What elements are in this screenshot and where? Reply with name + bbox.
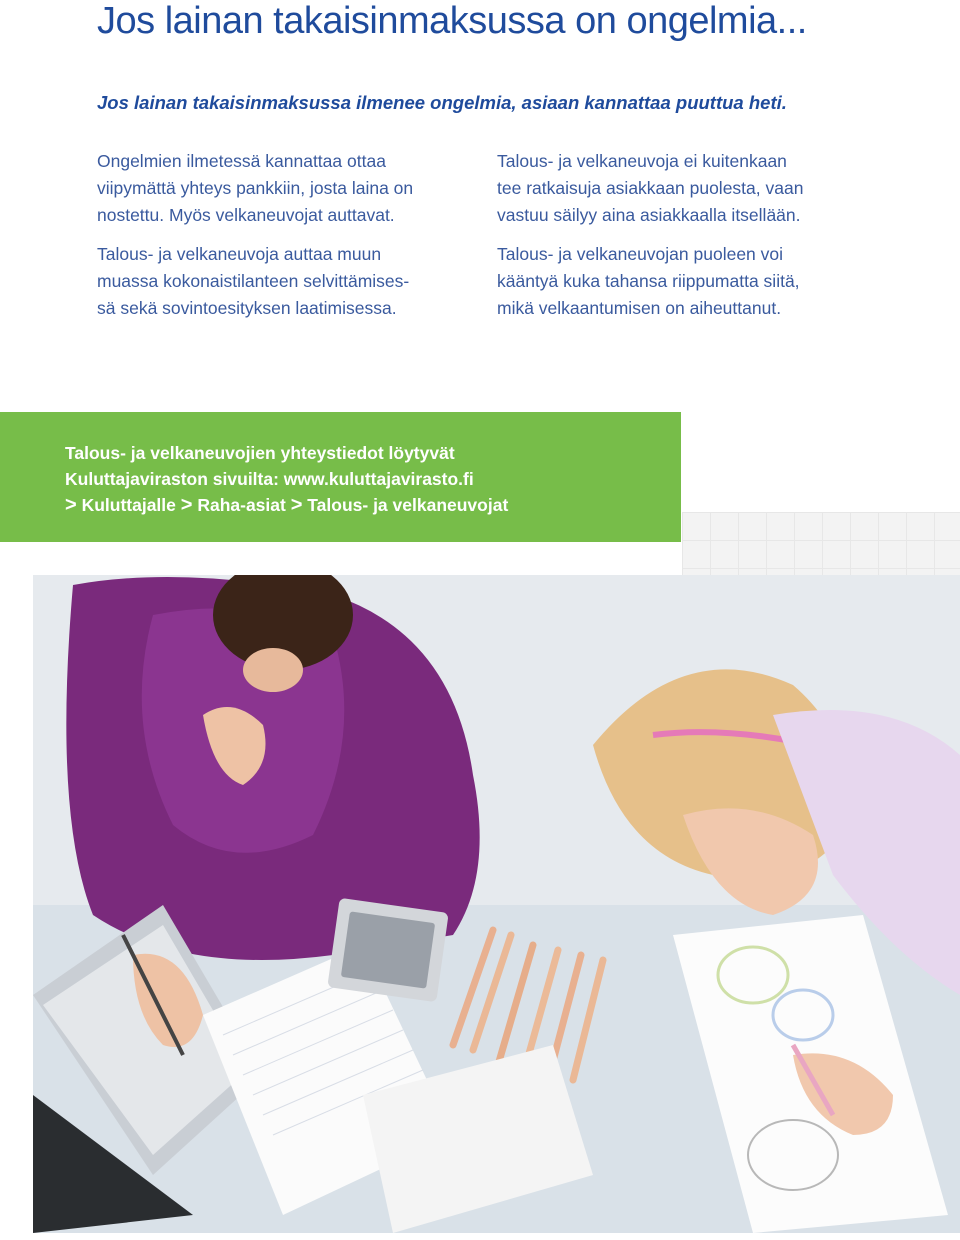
text-line: Talous- ja velkaneuvojan puoleen voi [497,244,784,264]
breadcrumb-arrow: > [180,494,193,516]
right-paragraph-2 [497,241,897,322]
breadcrumb-arrow: > [65,494,77,516]
text-line: kääntyä kuka tahansa riippumatta siitä, [497,271,800,291]
text-line: viipymättä yhteys pankkiin, josta laina on [97,178,414,198]
text-line: sä sekä sovintoesityksen laatimisessa. [97,298,397,318]
text-line: tee ratkaisuja asiakkaan puolesta, vaan [497,178,804,198]
text-line: nostettu. Myös velkaneuvojat auttavat. [97,205,395,225]
breadcrumb-arrow: > [290,494,303,516]
text-line: muassa kokonaistilanteen selvittämises- [97,271,410,291]
text-line: Talous- ja velkaneuvoja ei kuitenkaan [497,151,787,171]
text-line: mikä velkaantumisen on aiheuttanut. [497,298,782,318]
text-line: Talous- ja velkaneuvoja auttaa muun [97,244,382,264]
breadcrumb-item: Raha-asiat [197,495,286,515]
left-paragraph-2 [97,241,477,322]
contact-callout-box [0,412,681,542]
intro-lead: Jos lainan takaisinmaksussa ilmenee ongelmia, asiaan kannattaa puuttua heti. [97,92,787,113]
text-line: vastuu säilyy aina asiakkaalla itsellään. [497,205,801,225]
breadcrumb-item: Kuluttajalle [81,495,176,515]
page-title: Jos lainan takaisinmaksussa on ongelmia... [97,0,807,42]
breadcrumb-item: Talous- ja velkaneuvojat [307,495,509,515]
left-column [97,148,477,334]
left-paragraph-1 [97,148,477,229]
right-column [497,148,897,334]
callout-line-1: Talous- ja velkaneuvojien yhteystiedot löytyvät [65,443,455,463]
callout-line-2: Kuluttajaviraston sivuilta: www.kuluttajavirasto.fi [65,469,474,489]
text-line: Ongelmien ilmetessä kannattaa ottaa [97,151,386,171]
mother-daughter-photo [33,575,960,1233]
right-paragraph-1 [497,148,897,229]
callout-breadcrumb [65,492,681,518]
